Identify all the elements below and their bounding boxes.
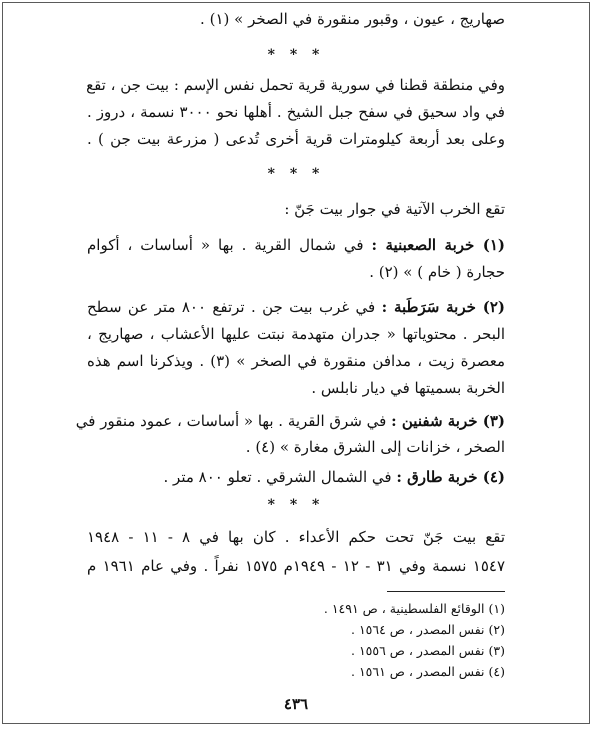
section-separator: * * * [267, 166, 325, 182]
paragraph-line: في واد سحيق في سفح جبل الشيخ . أهلها نحو ٣٠٠٠ نسمة ، دروز . [87, 103, 505, 121]
ruin-item-line: حجارة ( خام ) » (٢) . [369, 263, 505, 281]
ruin-item-line: (٤) خربة طارق : في الشمال الشرقي . تعلو ٨٠٠ متر . [163, 468, 505, 486]
ruin-item-line: معصرة زيت ، مدافن منقورة في الصخر » (٣) . ويذكرنا اسم هذه [87, 352, 505, 370]
ruin-item-line: الخربة بسميتها في ديار نابلس . [311, 379, 505, 397]
section-separator: * * * [267, 47, 325, 63]
paragraph-line: ١٥٤٧ نسمة وفي ٣١ - ١٢ - ١٩٤٩م ١٥٧٥ نفراً . وفي عام ١٩٦١ م [87, 557, 506, 575]
paragraph-line: وفي منطقة قطنا في سورية قرية تحمل نفس الإسم : بيت جن ، تقع [86, 76, 505, 94]
ruin-name: (١) خربة الصعبنية : [371, 236, 505, 254]
paragraph-line: وعلى بعد أربعة كيلومترات قرية أخرى تُدعى ( مزرعة بيت جن ) . [87, 130, 505, 148]
continued-line: صهاريج ، عيون ، وقبور منقورة في الصخر » (١) . [200, 10, 505, 28]
ruin-item-line: (٢) خربة سَرَطَبة : في غرب بيت جن . ترتفع ٨٠٠ متر عن سطح [87, 298, 505, 316]
ruin-name: (٤) خربة طارق : [396, 468, 505, 486]
ruin-item-line: (١) خربة الصعبنية : في شمال القرية . بها « أساسات ، أكوام [87, 236, 505, 254]
paragraph-line: تقع بيت جَنّ تحت حكم الأعداء . كان بها في ٨ - ١١ - ١٩٤٨ [87, 528, 506, 546]
ruin-name: (٣) خربة شفنين : [391, 412, 505, 430]
footnote: (١) الوقائع الفلسطينية ، ص ١٤٩١ . [323, 601, 505, 616]
book-page [2, 2, 590, 724]
ruin-name: (٢) خربة سَرَطَبة : [381, 298, 505, 316]
section-separator: * * * [267, 497, 325, 513]
footnote-rule [387, 591, 505, 592]
footnote: (٢) نفس المصدر ، ص ١٥٦٤ . [351, 622, 505, 637]
page-number: ٤٣٦ [283, 695, 309, 713]
footnote: (٤) نفس المصدر ، ص ١٥٦١ . [351, 664, 505, 679]
ruin-item-line: البحر . محتوياتها « جدران متهدمة نبتت عليها الأعشاب ، صهاريج ، [87, 325, 505, 343]
intro-line: تقع الخرب الآتية في جوار بيت جَنّ : [284, 200, 505, 218]
footnote: (٣) نفس المصدر ، ص ١٥٥٦ . [351, 643, 505, 658]
ruin-item-line: الصخر ، خزانات إلى الشرق مغارة » (٤) . [245, 438, 505, 456]
ruin-item-line: (٣) خربة شفنين : في شرق القرية . بها « أساسات ، عمود منقور في [75, 412, 505, 430]
